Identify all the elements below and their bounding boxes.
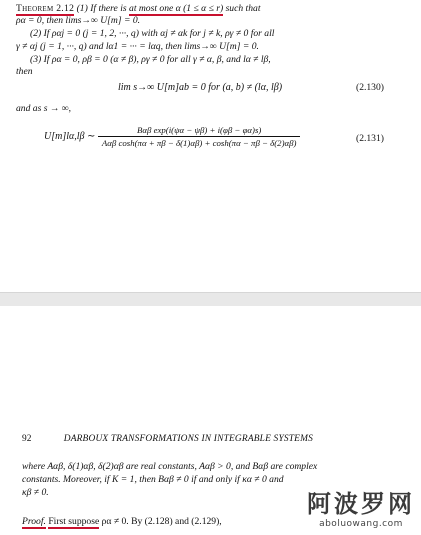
- page-gap: [0, 292, 421, 307]
- theorem-text-1a: (1) If there is: [76, 3, 130, 14]
- body-line-1: where Aαβ, δ(1)αβ, δ(2)αβ are real constants, Aαβ > 0, and Bαβ are complex: [22, 461, 318, 472]
- watermark: [307, 484, 415, 529]
- proof-label: Proof.: [22, 516, 46, 527]
- proof-rest: ρα ≠ 0. By (2.128) and (2.129),: [99, 516, 222, 527]
- theorem-line-7: and as s → ∞,: [16, 103, 72, 114]
- theorem-line-1: [16, 3, 260, 14]
- body-line-3: κβ ≠ 0.: [22, 487, 49, 498]
- equation-2-131-fraction: [98, 125, 301, 148]
- equation-2-131-lhs: U[m]lα,lβ ∼: [44, 130, 96, 142]
- equation-number-2-130: (2.130): [356, 82, 384, 93]
- running-title: DARBOUX TRANSFORMATIONS IN INTEGRABLE SYSTEMS: [63, 434, 313, 444]
- watermark-logo-text: 阿波罗网: [307, 490, 415, 518]
- watermark-url: aboluowang.com: [319, 519, 403, 529]
- proof-line: [22, 516, 222, 527]
- equation-2-131-denominator: Aαβ cosh(πα + πβ − δ(1)αβ) + cosh(πα − πβ − δ(2)αβ): [101, 138, 297, 148]
- theorem-text-1c: such that: [223, 3, 261, 14]
- proof-start: First suppose: [48, 516, 100, 527]
- theorem-line-6: then: [16, 66, 33, 77]
- theorem-highlight: at most one α (1 ≤ α ≤ r): [129, 3, 224, 14]
- equation-2-130: lim s→∞ U[m]ab = 0 for (a, b) ≠ (lα, lβ): [118, 82, 283, 93]
- body-line-2: constants. Moreover, if K = 1, then Bαβ ≠ 0 if and only if κα ≠ 0 and: [22, 474, 284, 485]
- running-header: [22, 434, 313, 444]
- theorem-line-4: γ ≠ αj (j = 1, ···, q) and lα1 = ··· = lαq, then lims→∞ U[m] = 0.: [16, 41, 259, 52]
- equation-2-131: [44, 125, 300, 148]
- theorem-line-2: ρα = 0, then lims→∞ U[m] = 0.: [16, 15, 141, 26]
- equation-2-131-numerator: Bαβ exp(i(ψα − ψβ) + i(φβ − φα)s): [98, 125, 301, 137]
- page-number: 92: [22, 434, 32, 444]
- theorem-line-3: (2) If ραj = 0 (j = 1, 2, ···, q) with αj ≠ αk for j ≠ k, ργ ≠ 0 for all: [30, 28, 275, 39]
- equation-number-2-131: (2.131): [356, 133, 384, 144]
- theorem-label: Theorem 2.12: [16, 3, 75, 14]
- theorem-line-5: (3) If ρα = 0, ρβ = 0 (α ≠ β), ργ ≠ 0 for all γ ≠ α, β, and lα ≠ lβ,: [30, 54, 271, 65]
